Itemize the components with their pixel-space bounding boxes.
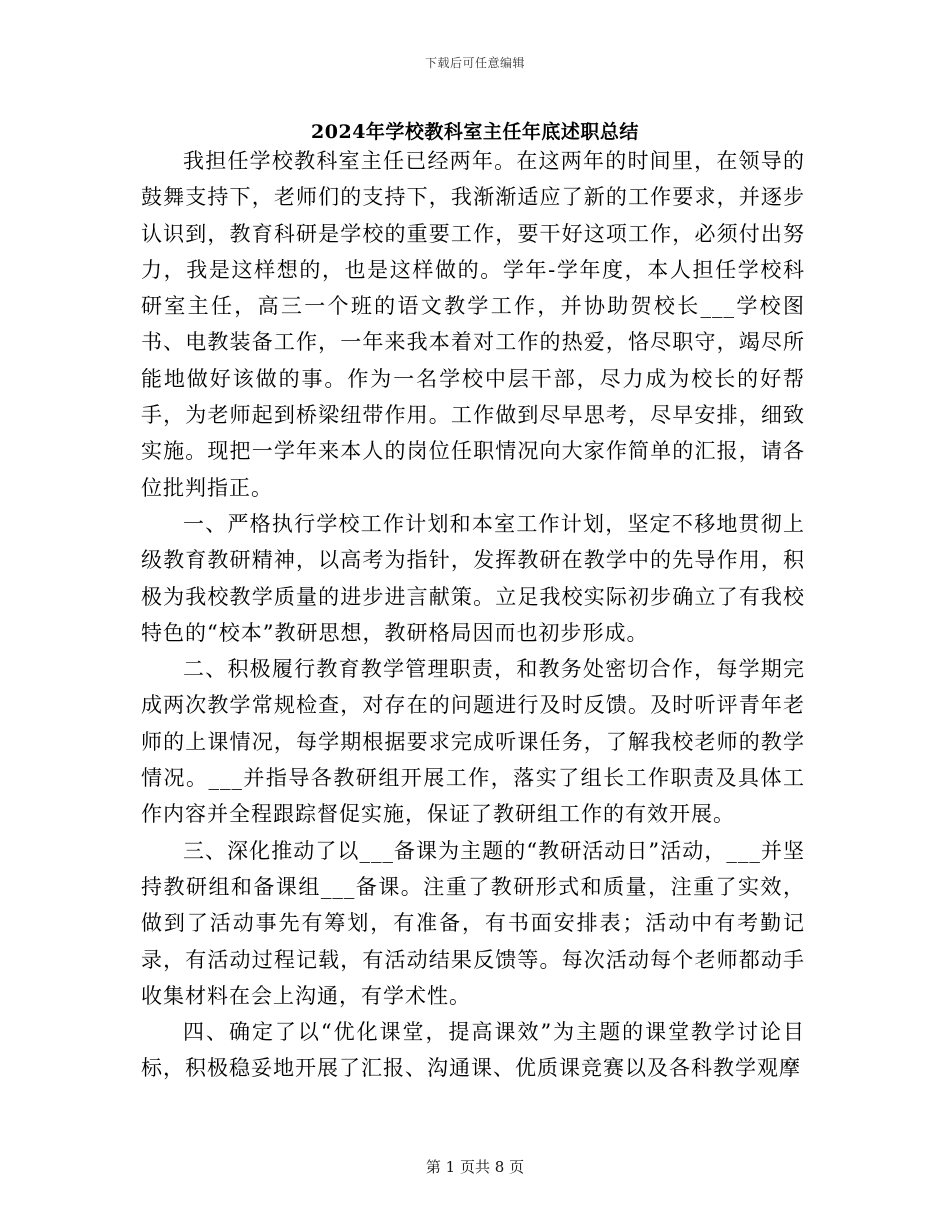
paragraph-section-2: 二、积极履行教育教学管理职责，和教务处密切合作，每学期完成两次教学常规检查，对存在的问题进行及时反馈。及时听评青年老师的上课情况，每学期根据要求完成听课任务，了解我校老师的教学情况。___并指导各教研组开展工作，落实了组长工作职责及具体工作内容并全程跟踪督促实施，保证了教研组工作的有效开展。 — [141, 657, 805, 827]
paragraph-section-1: 一、严格执行学校工作计划和本室工作计划，坚定不移地贯彻上级教育教研精神，以高考为指针，发挥教研在教学中的先导作用，积极为我校教学质量的进步进言献策。立足我校实际初步确立了有我校特色的“校本”教研思想，教研格局因而也初步形成。 — [141, 511, 805, 645]
document-body — [141, 143, 805, 1087]
document-title: 2024年学校教科室主任年底述职总结 — [311, 121, 639, 143]
paragraph-section-3: 三、深化推动了以___备课为主题的“教研活动日”活动，___并坚持教研组和备课组___备课。注重了教研形式和质量，注重了实效，做到了活动事先有筹划，有准备，有书面安排表；活动中有考勤记录，有活动过程记载，有活动结果反馈等。每次活动每个老师都动手收集材料在会上沟通，有学术性。 — [141, 838, 805, 1008]
paragraph-section-4: 四、确定了以“优化课堂，提高课效”为主题的课堂教学讨论目标，积极稳妥地开展了汇报、沟通课、优质课竞赛以及各科教学观摩 — [141, 1020, 805, 1081]
paragraph-intro: 我担任学校教科室主任已经两年。在这两年的时间里，在领导的鼓舞支持下，老师们的支持下，我渐渐适应了新的工作要求，并逐步认识到，教育科研是学校的重要工作，要干好这项工作，必须付出努力，我是这样想的，也是这样做的。学年-学年度，本人担任学校科研室主任，高三一个班的语文教学工作，并协助贺校长___学校图书、电教装备工作，一年来我本着对工作的热爱，恪尽职守，竭尽所能地做好该做的事。作为一名学校中层干部，尽力成为校长的好帮手，为老师起到桥梁纽带作用。工作做到尽早思考，尽早安排，细致实施。现把一学年来本人的岗位任职情况向大家作简单的汇报，请各位批判指正。 — [141, 149, 805, 500]
page-number-footer: 第 1 页共 8 页 — [425, 1158, 525, 1176]
header-note: 下载后可任意编辑 — [424, 56, 525, 70]
